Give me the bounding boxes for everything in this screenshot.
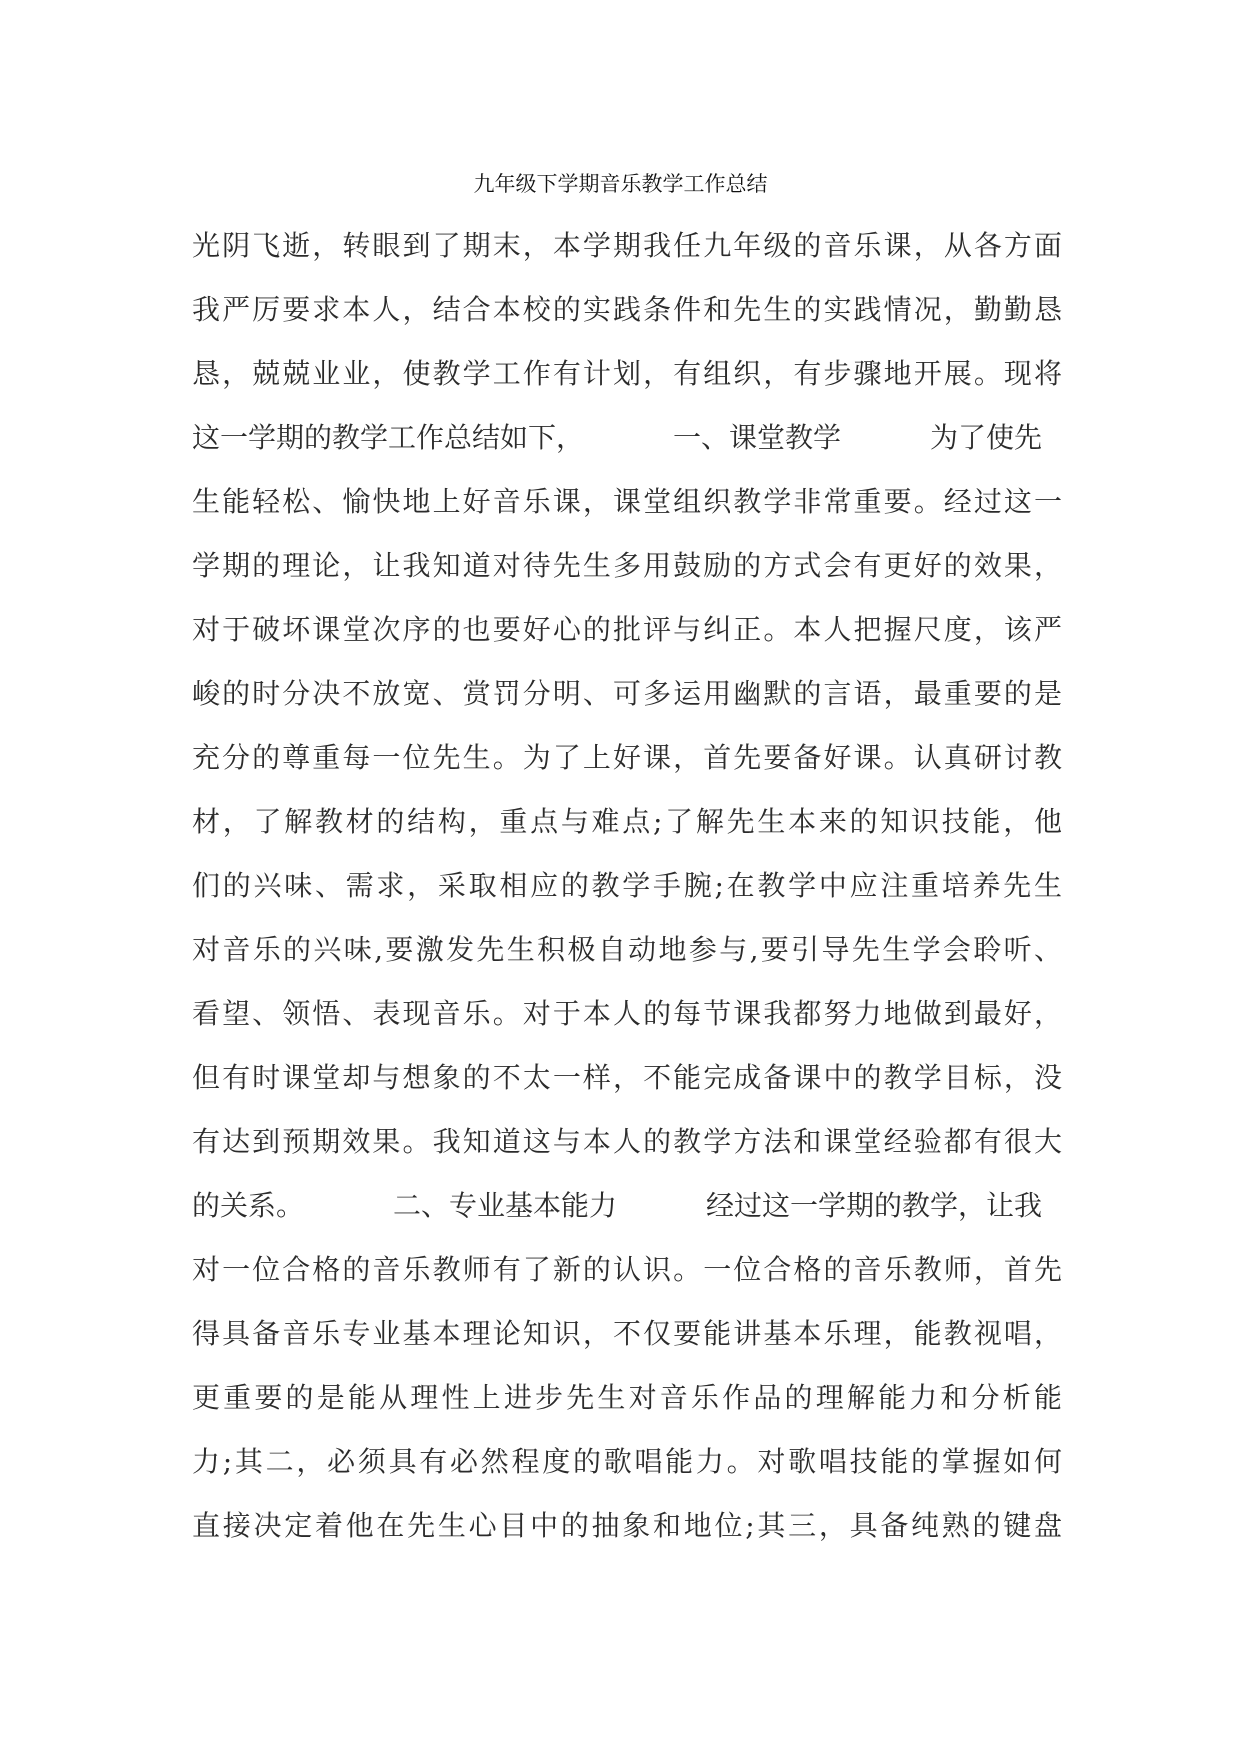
body-line: 更重要的是能从理性上进步先生对音乐作品的理解能力和分析能 xyxy=(192,1381,1062,1414)
body-line: 有达到预期效果。我知道这与本人的教学方法和课堂经验都有很大 xyxy=(192,1125,1062,1158)
document-title: 九年级下学期音乐教学工作总结 xyxy=(473,172,768,196)
body-line: 峻的时分决不放宽、赏罚分明、可多运用幽默的言语，最重要的是 xyxy=(192,677,1062,710)
document-body xyxy=(192,226,1062,1570)
body-line: 对一位合格的音乐教师有了新的认识。一位合格的音乐教师，首先 xyxy=(192,1253,1062,1286)
body-line: 材，了解教材的结构，重点与难点;了解先生本来的知识技能，他 xyxy=(192,805,1062,838)
body-line: 看望、领悟、表现音乐。对于本人的每节课我都努力地做到最好， xyxy=(192,997,1062,1030)
body-line: 对于破坏课堂次序的也要好心的批评与纠正。本人把握尺度，该严 xyxy=(192,613,1062,646)
body-line: 恳，兢兢业业，使教学工作有计划，有组织，有步骤地开展。现将 xyxy=(192,357,1062,390)
body-line: 充分的尊重每一位先生。为了上好课，首先要备好课。认真研讨教 xyxy=(192,741,1062,774)
body-line: 光阴飞逝，转眼到了期末，本学期我任九年级的音乐课，从各方面 xyxy=(192,229,1062,262)
body-line: 得具备音乐专业基本理论知识，不仅要能讲基本乐理，能教视唱， xyxy=(192,1317,1062,1350)
body-line: 这一学期的教学工作总结如下， 一、课堂教学 为了使先 xyxy=(192,421,1043,454)
body-line: 学期的理论，让我知道对待先生多用鼓励的方式会有更好的效果， xyxy=(192,549,1062,582)
body-line: 们的兴味、需求，采取相应的教学手腕;在教学中应注重培养先生 xyxy=(192,869,1062,902)
body-line: 我严厉要求本人，结合本校的实践条件和先生的实践情况，勤勤恳 xyxy=(192,293,1062,326)
body-line: 生能轻松、愉快地上好音乐课，课堂组织教学非常重要。经过这一 xyxy=(192,485,1062,518)
body-line: 的关系。 二、专业基本能力 经过这一学期的教学，让我 xyxy=(192,1189,1043,1222)
body-line: 但有时课堂却与想象的不太一样，不能完成备课中的教学目标，没 xyxy=(192,1061,1062,1094)
body-line: 对音乐的兴味,要激发先生积极自动地参与,要引导先生学会聆听、 xyxy=(192,933,1062,966)
body-line: 直接决定着他在先生心目中的抽象和地位;其三，具备纯熟的键盘 xyxy=(192,1509,1062,1542)
body-line: 力;其二，必须具有必然程度的歌唱能力。对歌唱技能的掌握如何 xyxy=(192,1445,1062,1478)
